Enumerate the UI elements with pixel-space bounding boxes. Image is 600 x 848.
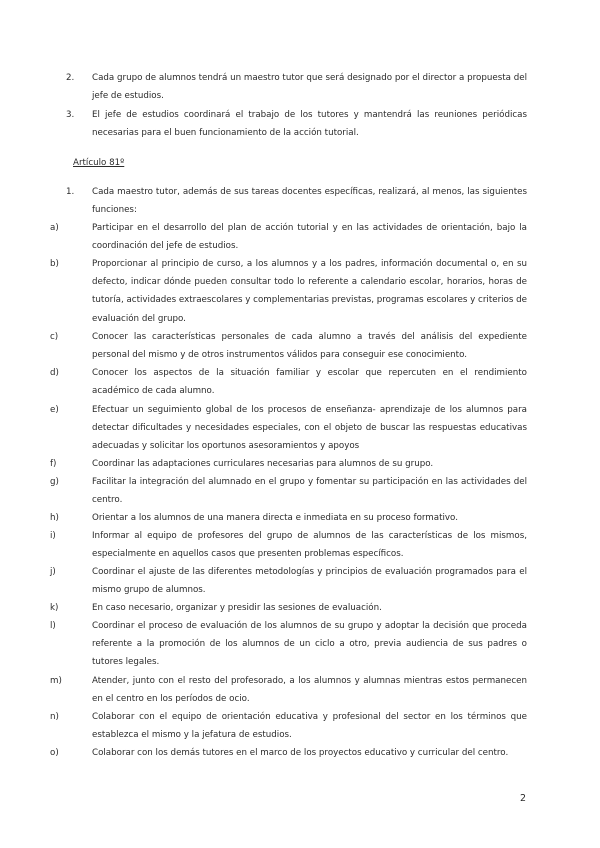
- list-item: [50, 708, 527, 744]
- item-text: Conocer los aspectos de la situación familiar y escolar que repercuten en el rendimiento académico de cada alumno.: [92, 368, 527, 397]
- list-item: [50, 509, 527, 527]
- item-label: d): [50, 368, 59, 378]
- list-item: [66, 183, 527, 219]
- item-label: a): [50, 223, 59, 233]
- item-label: h): [50, 513, 59, 523]
- item-text: Conocer las características personales de cada alumno a través del análisis del expediente personal del mismo y de otros instrumentos válidos para conseguir ese conocimiento.: [92, 332, 527, 361]
- item-label: g): [50, 477, 59, 487]
- list-item: [50, 255, 528, 328]
- list-item: [50, 473, 527, 509]
- list-item: [50, 744, 527, 762]
- item-text: Participar en el desarrollo del plan de acción tutorial y en las actividades de orientación, bajo la coordinación del jefe de estudios.: [92, 223, 527, 252]
- item-text: Colaborar con los demás tutores en el marco de los proyectos educativo y curricular del centro.: [92, 748, 509, 758]
- item-label: m): [50, 676, 62, 686]
- page-number: 2: [520, 793, 527, 804]
- item-text: Efectuar un seguimiento global de los procesos de enseñanza- aprendizaje de los alumnos para detectar dificultades y necesidades especiales, con el objeto de buscar las respuestas educativas adecuadas y solicitar los oportunos asesoramientos y apoyos: [92, 405, 527, 452]
- item-text: Facilitar la integración del alumnado en el grupo y fomentar su participación en las actividades del centro.: [92, 477, 527, 506]
- item-text: El jefe de estudios coordinará el trabajo de los tutores y mantendrá las reuniones periódicas necesarias para el buen funcionamiento de la acción tutorial.: [92, 110, 527, 139]
- item-label: k): [50, 603, 59, 613]
- item-label: f): [50, 459, 57, 469]
- list-item: [50, 364, 527, 400]
- item-label: i): [50, 531, 56, 541]
- item-text: En caso necesario, organizar y presidir las sesiones de evaluación.: [92, 603, 382, 613]
- item-text: Orientar a los alumnos de una manera directa e inmediata en su proceso formativo.: [92, 513, 458, 523]
- list-item: [66, 69, 527, 105]
- item-text: Colaborar con el equipo de orientación educativa y profesional del sector en los términos que establezca el mismo y la jefatura de estudios.: [92, 712, 527, 741]
- item-text: Coordinar el ajuste de las diferentes metodologías y principios de evaluación programados para el mismo grupo de alumnos.: [92, 567, 527, 596]
- list-item: [50, 599, 527, 617]
- item-text: Coordinar el proceso de evaluación de los alumnos de su grupo y adoptar la decisión que proceda referente a la promoción de los alumnos de un ciclo a otro, previa audiencia de sus padres o tutores legales.: [92, 621, 527, 668]
- item-label: b): [50, 259, 59, 269]
- list-item: [50, 617, 527, 672]
- list-item: [66, 106, 527, 142]
- item-text: Informar al equipo de profesores del grupo de alumnos de las características de los mismos, especialmente en aquellos casos que presenten problemas específicos.: [92, 531, 527, 560]
- list-item: [50, 328, 527, 364]
- article-heading: Artículo 81º: [73, 158, 125, 168]
- item-label: e): [50, 405, 59, 415]
- list-item: [50, 455, 527, 473]
- item-label: l): [50, 621, 56, 631]
- item-text: Proporcionar al principio de curso, a los alumnos y a los padres, información documental o, en su defecto, indicar dónde pueden consultar todo lo referente a calendario escolar, horarios, horas de tutoría, actividades extraescolares y complementarias previstas, programas escolares y criterios de evaluación del grupo.: [92, 259, 528, 324]
- item-text: Coordinar las adaptaciones curriculares necesarias para alumnos de su grupo.: [92, 459, 434, 469]
- item-label: o): [50, 748, 59, 758]
- list-item: [50, 527, 527, 563]
- item-label: 1.: [66, 187, 75, 197]
- item-label: 2.: [66, 73, 75, 83]
- list-item: [50, 219, 527, 255]
- item-label: j): [50, 567, 56, 577]
- item-label: 3.: [66, 110, 75, 120]
- item-label: n): [50, 712, 59, 722]
- item-text: Cada grupo de alumnos tendrá un maestro tutor que será designado por el director a propuesta del jefe de estudios.: [92, 73, 527, 102]
- list-item: [50, 672, 527, 708]
- item-text: Cada maestro tutor, además de sus tareas docentes específicas, realizará, al menos, las siguientes funciones:: [92, 187, 527, 216]
- item-label: c): [50, 332, 59, 342]
- list-item: [50, 401, 527, 456]
- list-item: [50, 563, 527, 599]
- item-text: Atender, junto con el resto del profesorado, a los alumnos y alumnas mientras estos permanecen en el centro en los períodos de ocio.: [92, 676, 527, 705]
